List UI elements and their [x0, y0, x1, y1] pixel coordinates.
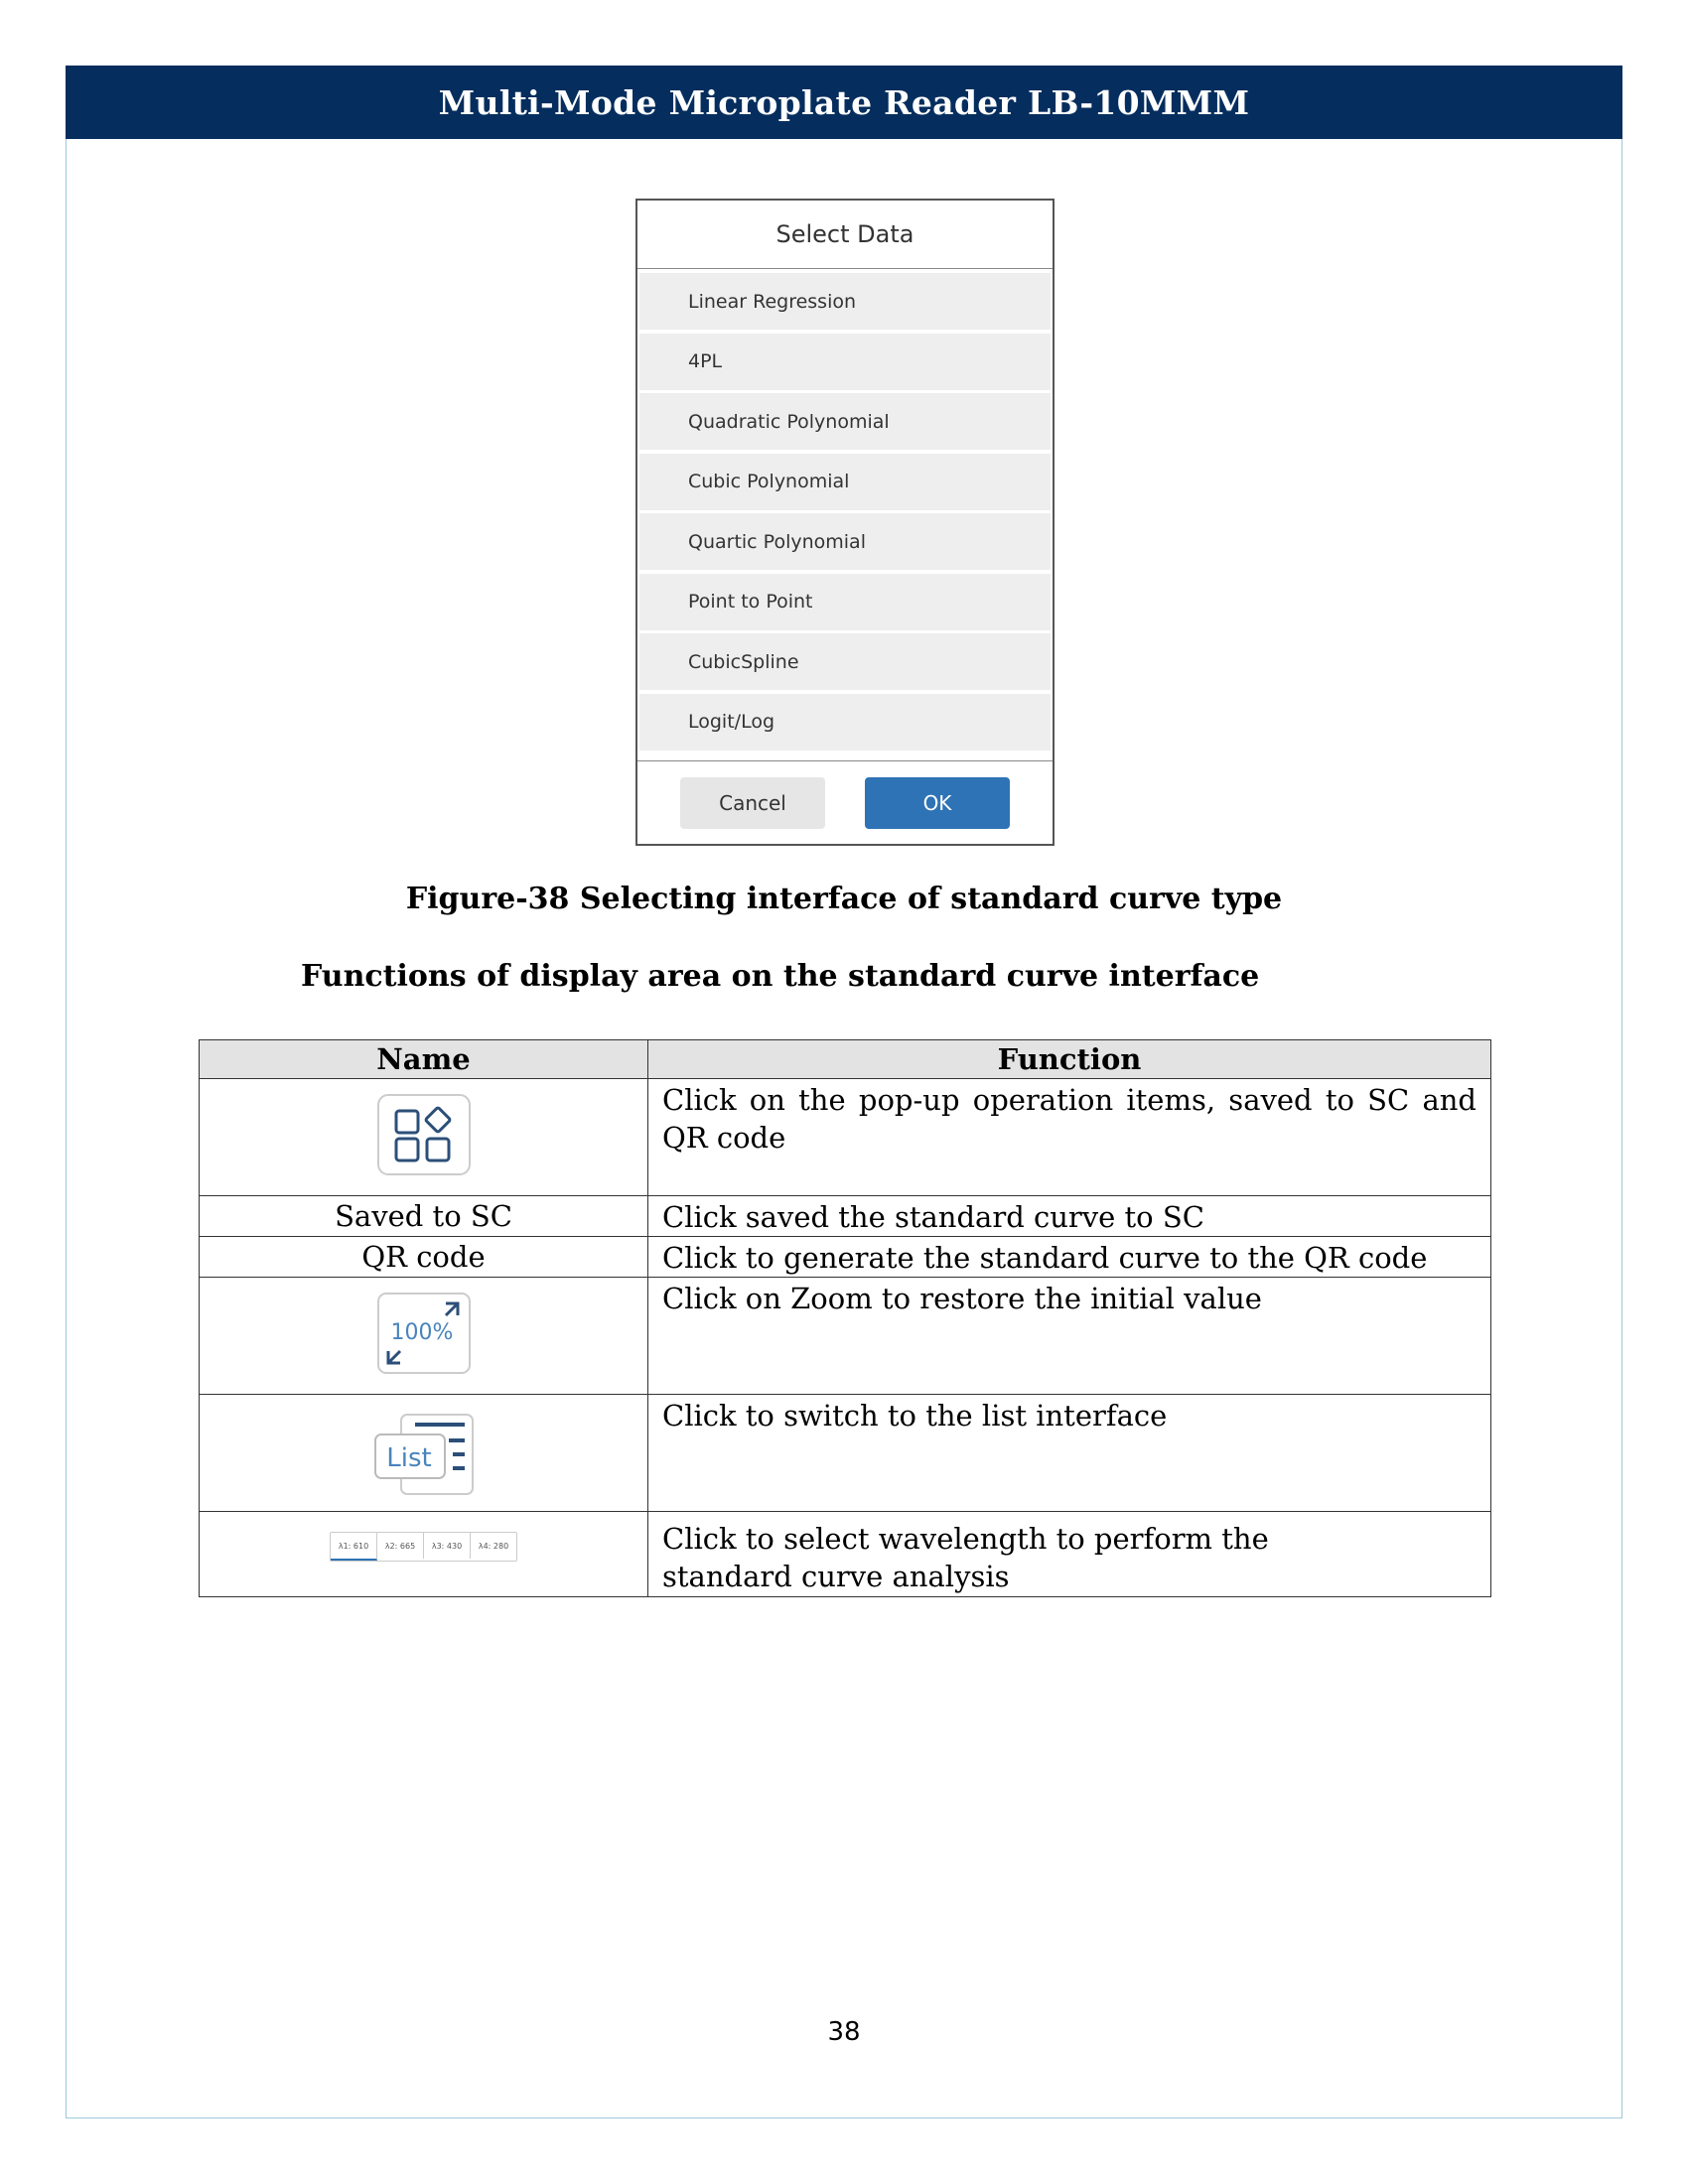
table-row — [200, 1395, 1491, 1512]
page-number: 38 — [827, 2017, 861, 2047]
page-header — [66, 66, 1622, 139]
table-row — [200, 1237, 1491, 1278]
ok-button[interactable]: OK — [865, 777, 1010, 829]
list-view-icon — [371, 1409, 477, 1505]
table-row — [200, 1196, 1491, 1237]
function-cell — [648, 1512, 1491, 1597]
option-linear-regression[interactable]: Linear Regression — [639, 273, 1051, 330]
function-text: Click to select wavelength to perform the standard curve analysis — [662, 1522, 1269, 1593]
option-cubic-spline[interactable]: CubicSpline — [639, 633, 1051, 690]
name-cell — [200, 1395, 648, 1512]
option-logit-log[interactable]: Logit/Log — [639, 694, 1051, 751]
select-data-dialog — [635, 199, 1055, 846]
wavelength-tab[interactable]: λ1: 610 — [331, 1533, 377, 1561]
name-cell — [200, 1278, 648, 1395]
curve-type-list — [637, 269, 1053, 751]
name-cell: QR code — [200, 1237, 648, 1278]
header-title: Multi-Mode Microplate Reader LB-10MMM — [438, 82, 1250, 122]
table-row — [200, 1278, 1491, 1395]
function-cell: Click on the pop-up operation items, saved to SC and QR code — [648, 1079, 1491, 1196]
function-column-header: Function — [648, 1040, 1491, 1079]
option-quadratic-polynomial[interactable]: Quadratic Polynomial — [639, 393, 1051, 450]
apps-grid-icon — [376, 1093, 472, 1183]
name-cell: Saved to SC — [200, 1196, 648, 1237]
wavelength-tab[interactable]: λ2: 665 — [377, 1533, 424, 1559]
function-cell: Click to switch to the list interface — [648, 1395, 1491, 1512]
svg-text:List: List — [385, 1443, 432, 1473]
function-cell: Click on Zoom to restore the initial value — [648, 1278, 1491, 1395]
dialog-title: Select Data — [637, 201, 1053, 269]
option-quartic-polynomial[interactable]: Quartic Polynomial — [639, 513, 1051, 570]
section-heading: Functions of display area on the standard curve interface — [301, 959, 1260, 994]
figure-caption: Figure-38 Selecting interface of standard curve type — [405, 882, 1283, 916]
function-cell: Click to generate the standard curve to the QR code — [648, 1237, 1491, 1278]
name-cell — [200, 1512, 648, 1597]
table-header-row — [200, 1040, 1491, 1079]
svg-text:100%: 100% — [390, 1320, 453, 1345]
name-column-header: Name — [200, 1040, 648, 1079]
option-4pl[interactable]: 4PL — [639, 334, 1051, 390]
functions-table — [199, 1039, 1491, 1597]
wavelength-tabs — [330, 1532, 517, 1562]
name-cell — [200, 1079, 648, 1196]
wavelength-tab[interactable]: λ3: 430 — [424, 1533, 471, 1559]
wavelength-tab[interactable]: λ4: 280 — [478, 1541, 509, 1551]
function-cell: Click saved the standard curve to SC — [648, 1196, 1491, 1237]
cancel-button[interactable]: Cancel — [680, 777, 825, 829]
table-row — [200, 1079, 1491, 1196]
table-row — [200, 1512, 1491, 1597]
dialog-footer — [637, 760, 1053, 844]
option-cubic-polynomial[interactable]: Cubic Polynomial — [639, 454, 1051, 510]
zoom-100-icon — [376, 1292, 472, 1382]
option-point-to-point[interactable]: Point to Point — [639, 574, 1051, 630]
